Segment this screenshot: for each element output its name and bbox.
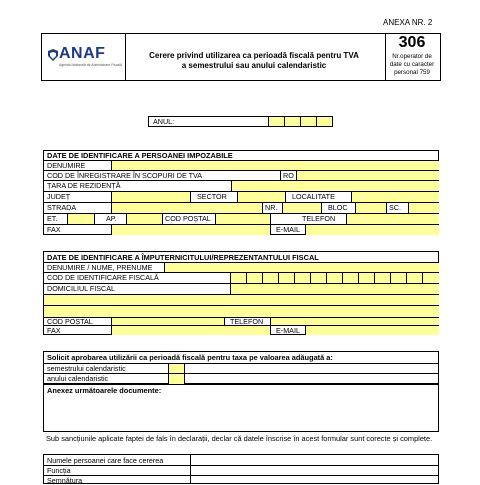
- attachments-header: Anexez următoarele documente:: [47, 386, 162, 395]
- rep-address-input-1[interactable]: [231, 284, 439, 294]
- signer-name-input[interactable]: [191, 455, 438, 465]
- rep-fax-label: FAX: [47, 326, 61, 335]
- anaf-logo: [46, 47, 124, 71]
- staircase-label: SC.: [389, 203, 401, 212]
- annex-label: ANEXA NR. 2: [383, 18, 433, 27]
- rep-name-label: DENUMIRE / NUME, PRENUME: [47, 263, 153, 272]
- option-semester-checkbox[interactable]: [169, 364, 184, 373]
- option-year-label: anului calendaristic: [47, 374, 109, 383]
- number-label: NR.: [265, 203, 278, 212]
- anaf-emblem-icon: [46, 48, 60, 62]
- taxpayer-name-label: DENUMIRE: [47, 161, 86, 170]
- street-input[interactable]: [112, 203, 262, 213]
- staircase-input[interactable]: [409, 203, 439, 213]
- block-label: BLOC: [328, 203, 348, 212]
- vat-code-input[interactable]: [297, 171, 439, 180]
- rep-name-input[interactable]: [165, 263, 439, 272]
- locality-label: LOCALITATE: [292, 192, 335, 201]
- form-title-line1: Cerere privind utilizarea ca perioadă fiscală pentru TVA: [149, 51, 359, 60]
- rep-tax-code-label: COD DE IDENTIFICARE FISCALĂ: [47, 273, 159, 282]
- vat-code-label: COD DE ÎNREGISTRARE ÎN SCOPURI DE TVA: [47, 171, 203, 180]
- rep-phone-label: TELEFON: [230, 317, 264, 326]
- rep-email-input[interactable]: [306, 326, 439, 335]
- locality-input[interactable]: [352, 192, 439, 202]
- street-label: STRADA: [47, 203, 77, 212]
- block-input[interactable]: [356, 203, 386, 213]
- taxpayer-name-input[interactable]: [112, 161, 439, 170]
- operator-note: Nr.operator de date cu caracter personal 759: [389, 53, 435, 76]
- attachments-section: [43, 384, 439, 432]
- rep-phone-input[interactable]: [271, 318, 439, 325]
- phone-label: TELEFON: [302, 214, 336, 223]
- rep-address-input-3[interactable]: [44, 306, 439, 317]
- rep-postal-code-label: COD POȘTAL: [47, 317, 93, 326]
- number-input[interactable]: [283, 203, 321, 213]
- signer-signature-label: Semnătura: [47, 476, 83, 485]
- ro-prefix: RO: [283, 171, 294, 180]
- rep-postal-code-input[interactable]: [112, 318, 224, 325]
- floor-input[interactable]: [68, 214, 94, 224]
- apartment-input[interactable]: [127, 214, 162, 224]
- apartment-label: AP.: [106, 214, 117, 223]
- logo-subtitle: Agenția Națională de Administrare Fiscală: [59, 63, 122, 67]
- representative-header: DATE DE IDENTIFICARE A ÎMPUTERNICITULUI/REPREZENTANTULUI FISCAL: [47, 253, 319, 262]
- fax-input[interactable]: [112, 225, 270, 235]
- form-code: 306: [398, 34, 426, 51]
- email-input[interactable]: [306, 225, 439, 235]
- floor-label: ET.: [47, 214, 58, 223]
- postal-code-label: COD POȘTAL: [165, 214, 211, 223]
- county-input[interactable]: [112, 192, 190, 202]
- rep-address-input-2[interactable]: [44, 295, 439, 305]
- sector-label: SECTOR: [197, 192, 227, 201]
- sector-input[interactable]: [238, 192, 285, 202]
- signer-name-label: Numele persoanei care face cererea: [47, 456, 164, 465]
- fax-label: FAX: [47, 225, 61, 234]
- year-input[interactable]: [268, 116, 333, 127]
- period-request-section: [43, 351, 439, 384]
- declaration-text: Sub sancțiunile aplicate faptei de fals în declarații, declar că datele înscrise în acest formular sunt corecte și complete.: [46, 434, 433, 443]
- year-label: ANUL:: [153, 117, 175, 126]
- residence-country-input[interactable]: [232, 181, 439, 191]
- county-label: JUDEȚ: [47, 192, 71, 201]
- option-year-checkbox[interactable]: [169, 374, 184, 384]
- postal-code-input[interactable]: [216, 214, 270, 224]
- signer-function-label: Funcția: [47, 466, 71, 475]
- residence-country-label: ȚARA DE REZIDENȚĂ: [47, 181, 121, 190]
- attachments-input[interactable]: [44, 396, 438, 431]
- rep-email-label: E-MAIL: [276, 326, 300, 335]
- taxpayer-header: DATE DE IDENTIFICARE A PERSOANEI IMPOZABILE: [47, 151, 233, 160]
- form-title-line2: a semestrului sau anului calendaristic: [181, 61, 327, 70]
- email-label: E-MAIL: [276, 225, 300, 234]
- representative-section: [43, 251, 439, 335]
- signer-function-input[interactable]: [191, 466, 438, 475]
- option-semester-label: semestrului calendaristic: [47, 364, 126, 373]
- period-request-header: Solicit aprobarea utilizării ca perioadă fiscală pentru taxa pe valoarea adăugată a:: [47, 353, 333, 362]
- logo-text: ANAF: [59, 45, 106, 62]
- phone-input[interactable]: [347, 214, 439, 224]
- taxpayer-section: [43, 150, 439, 235]
- rep-address-label: DOMICILIUL FISCAL: [47, 284, 116, 293]
- rep-fax-input[interactable]: [112, 326, 270, 335]
